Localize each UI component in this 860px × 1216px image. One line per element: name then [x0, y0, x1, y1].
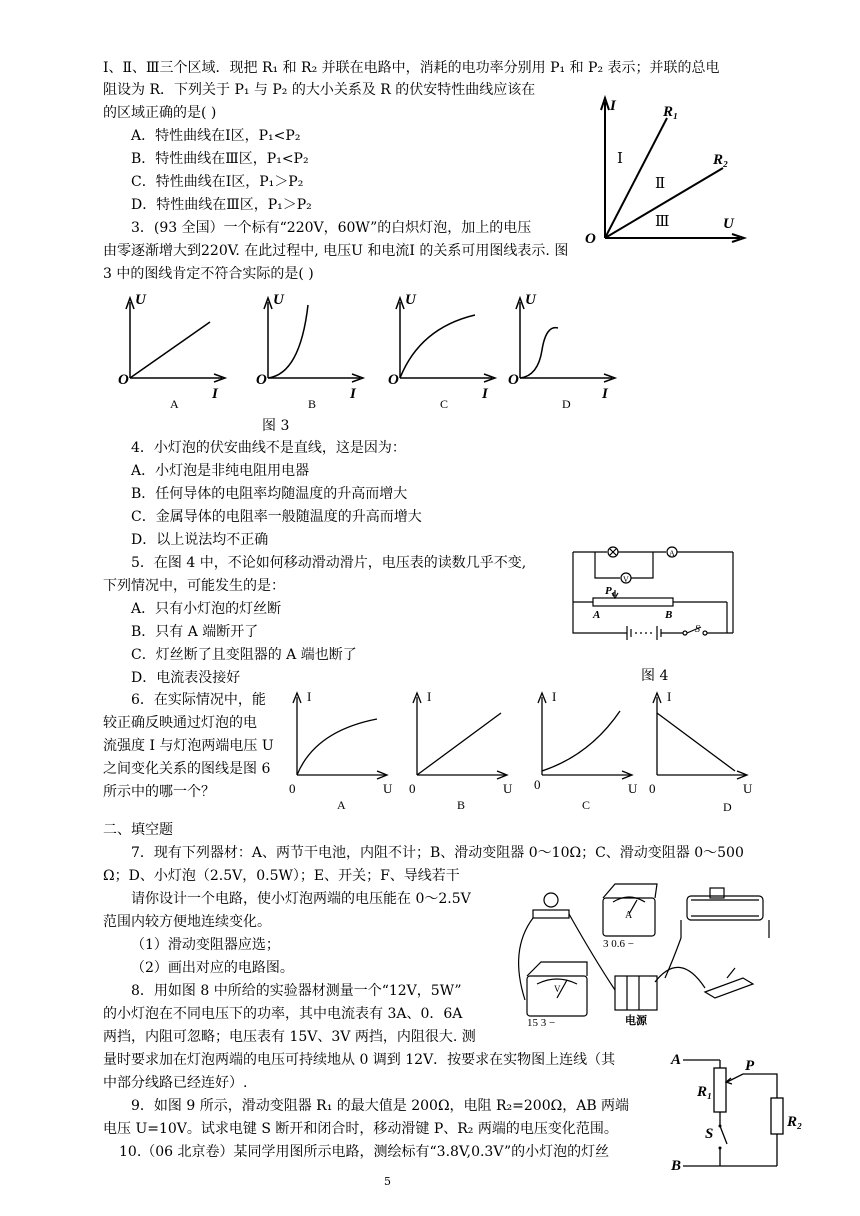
lamp-bulb [544, 893, 558, 907]
p1-label: P₁ [605, 585, 616, 597]
svg-text:0: 0 [649, 781, 656, 796]
ammeter-glyph: A [625, 910, 633, 921]
q10-line: 10.（06 北京卷）某同学用图所示电路，测绘标有“3.8V,0.3V”的小灯泡的灯丝 [119, 1144, 610, 1160]
q8-line-2: 的小灯泡在不同电压下的功率，其中电流表有 3A、0．6A [103, 1006, 463, 1022]
region-1-label: Ⅰ [617, 151, 623, 167]
q6-line-3: 流强度 I 与灯泡两端电压 U [103, 738, 274, 754]
q9-line-2: 电压 U=10V。试求电键 S 断开和闭合时，移动滑键 P、R₂ 两端的电压变化范围。 [103, 1121, 618, 1137]
q4-option-a: A．小灯泡是非纯电阻用电器 [131, 463, 310, 479]
svg-text:0: 0 [534, 777, 541, 792]
ammeter-symbol: A [669, 549, 675, 558]
figure-6-graphs [285, 683, 845, 818]
svg-text:I: I [212, 386, 218, 402]
fig3-graph-a [118, 292, 225, 411]
fig3-label-b: B [308, 397, 317, 411]
svg-text:I: I [667, 689, 672, 704]
intro-line-3: 的区域正确的是( ) [103, 105, 217, 121]
q8-line-3: 两挡，内阻可忽略；电压表有 15V、3V 两挡，内阻很大. 测 [103, 1029, 476, 1045]
q5-option-d: D．电流表没接好 [131, 670, 241, 686]
svg-text:U: U [525, 292, 536, 308]
q7-line-2: Ω；D、小灯泡（2.5V，0.5W）；E、开关；F、导线若干 [103, 868, 460, 884]
fig6-graph-c [534, 689, 638, 812]
svg-text:0: 0 [289, 781, 296, 796]
q5-line-1: 5．在图 4 中，不论如何移动滑动滑片，电压表的读数几乎不变, [131, 555, 527, 571]
fig9-p-label: P [745, 1058, 755, 1074]
fig6-label-b: B [457, 798, 466, 812]
q8-line-1: 8．用如图 8 中所给的实验器材测量一个“12V，5W” [131, 983, 462, 999]
voltmeter-scale: 15 3 − [527, 1017, 556, 1029]
fig6-graph-b [409, 689, 513, 812]
figure-4-circuit [565, 538, 745, 640]
fig3-label-c: C [440, 397, 449, 411]
svg-text:O: O [256, 372, 267, 388]
q7-line-3: 请你设计一个电路，使小灯泡两端的电压能在 0～2.5V [131, 891, 471, 907]
svg-text:I: I [552, 689, 557, 704]
figure-3-caption: 图 3 [262, 418, 290, 434]
q7-sub-1: （1）滑动变阻器应选； [131, 937, 280, 953]
ammeter-scale: 3 0.6 − [603, 938, 634, 950]
intro-line-1: Ⅰ、Ⅱ、Ⅲ三个区域．现把 R₁ 和 R₂ 并联在电路中，消耗的电功率分别用 P₁ 和 P₂ 表示；并联的总电 [103, 60, 720, 76]
svg-text:O: O [118, 372, 129, 388]
svg-text:U: U [273, 292, 284, 308]
svg-text:U: U [628, 781, 638, 796]
q2-option-b: B．特性曲线在Ⅲ区，P₁<P₂ [131, 151, 309, 167]
page-number: 5 [384, 1175, 391, 1188]
figure-9-circuit [665, 1040, 815, 1180]
svg-text:U: U [743, 781, 753, 796]
fig9-r2-label: R₂ [787, 1114, 803, 1130]
svg-text:U: U [503, 781, 513, 796]
q9-line-1: 9．如图 9 所示，滑动变阻器 R₁ 的最大值是 200Ω，电阻 R₂=200Ω，AB 两端 [131, 1098, 630, 1114]
svg-text:I: I [307, 689, 312, 704]
fig9-r1-label: R₁ [697, 1084, 713, 1100]
intro-line-2: 阻设为 R．下列关于 P₁ 与 P₂ 的大小关系及 R 的伏安特性曲线应该在 [103, 82, 536, 98]
section-2-heading: 二、填空题 [103, 822, 173, 838]
q3-line-2: 由零逐渐增大到220V. 在此过程中, 电压U 和电流I 的关系可用图线表示. 图 [103, 243, 569, 259]
q5-line-2: 下列情况中，可能发生的是： [103, 578, 285, 594]
svg-text:O: O [388, 372, 399, 388]
q8-line-4: 量时要求加在灯泡两端的电压可持续地从 0 调到 12V．按要求在实物图上连线（其 [103, 1052, 616, 1068]
voltmeter-glyph: V [554, 984, 561, 994]
q2-option-c: C．特性曲线在Ⅰ区，P₁＞P₂ [131, 174, 304, 190]
svg-text:U: U [135, 292, 146, 308]
q7-line-1: 7．现有下列器材：A、两节干电池，内阻不计；B、滑动变阻器 0～10Ω；C、滑动变阻器 0～500 [131, 845, 744, 861]
q2-option-d: D．特性曲线在Ⅲ区，P₁＞P₂ [131, 197, 312, 213]
q4-option-b: B．任何导体的电阻率均随温度的升高而增大 [131, 486, 408, 502]
fig9-b-label: B [671, 1158, 682, 1174]
svg-text:U: U [383, 781, 393, 796]
r1-label: R₁ [663, 104, 679, 120]
region-2-label: Ⅱ [655, 176, 666, 192]
q5-option-c: C．灯丝断了且变阻器的 A 端也断了 [131, 647, 357, 663]
q5-option-a: A．只有小灯泡的灯丝断 [131, 601, 282, 617]
q7-sub-2: （2）画出对应的电路图。 [131, 960, 294, 976]
fig3-graph-d [508, 292, 615, 411]
figure-4-caption: 图 4 [641, 668, 669, 684]
svg-text:O: O [508, 372, 519, 388]
axis-u-label: U [723, 216, 734, 232]
q6-line-2: 较正确反映通过灯泡的电 [103, 715, 257, 731]
q4-stem: 4．小灯泡的伏安曲线不是直线，这是因为： [131, 440, 406, 456]
fig6-label-a: A [337, 798, 346, 812]
q3-line-3: 3 中的图线肯定不符合实际的是( ) [103, 266, 314, 282]
q5-option-b: B．只有 A 端断开了 [131, 624, 259, 640]
svg-text:0: 0 [409, 781, 416, 796]
b-end-label: B [665, 609, 673, 621]
origin-label: O [585, 231, 596, 247]
q6-line-5: 所示中的哪一个？ [103, 784, 215, 800]
svg-text:I: I [350, 386, 356, 402]
figure-8-apparatus [505, 880, 780, 1030]
switch-label: S [695, 624, 700, 635]
fig9-s-label: S [705, 1126, 714, 1142]
fig3-graph-c [388, 292, 495, 411]
fig3-label-a: A [170, 397, 179, 411]
region-3-label: Ⅲ [655, 214, 670, 230]
q8-line-5: 中部分线路已经连好）. [103, 1075, 248, 1091]
fig9-a-label: A [671, 1052, 682, 1068]
svg-text:I: I [427, 689, 432, 704]
fig6-label-d: D [723, 800, 732, 814]
svg-text:I: I [482, 386, 488, 402]
q3-line-1: 3．(93 全国）一个标有“220V，60W”的白炽灯泡，加上的电压 [131, 220, 532, 236]
fig3-label-d: D [562, 397, 571, 411]
voltmeter-symbol: V [623, 575, 629, 584]
power-source-label: 电源 [625, 1015, 647, 1027]
q2-option-a: A．特性曲线在Ⅰ区，P₁<P₂ [131, 128, 301, 144]
q4-option-d: D．以上说法均不正确 [131, 532, 269, 548]
q4-option-c: C．金属导体的电阻率一般随温度的升高而增大 [131, 509, 422, 525]
svg-text:U: U [405, 292, 416, 308]
r2-label: R₂ [713, 152, 729, 168]
fig6-graph-a [289, 689, 393, 812]
axis-i-label: I [610, 98, 616, 114]
svg-text:I: I [602, 386, 608, 402]
figure-3-graphs [110, 290, 620, 415]
fig6-label-c: C [582, 798, 591, 812]
fig3-graph-b [256, 292, 363, 411]
resistance-regions-figure [575, 88, 755, 253]
q7-line-4: 范围内较方便地连续变化。 [103, 914, 271, 930]
q6-line-4: 之间变化关系的图线是图 6 [103, 761, 271, 777]
fig6-graph-d [649, 689, 753, 814]
q6-line-1: 6．在实际情况中，能 [131, 692, 266, 708]
a-end-label: A [593, 609, 601, 621]
